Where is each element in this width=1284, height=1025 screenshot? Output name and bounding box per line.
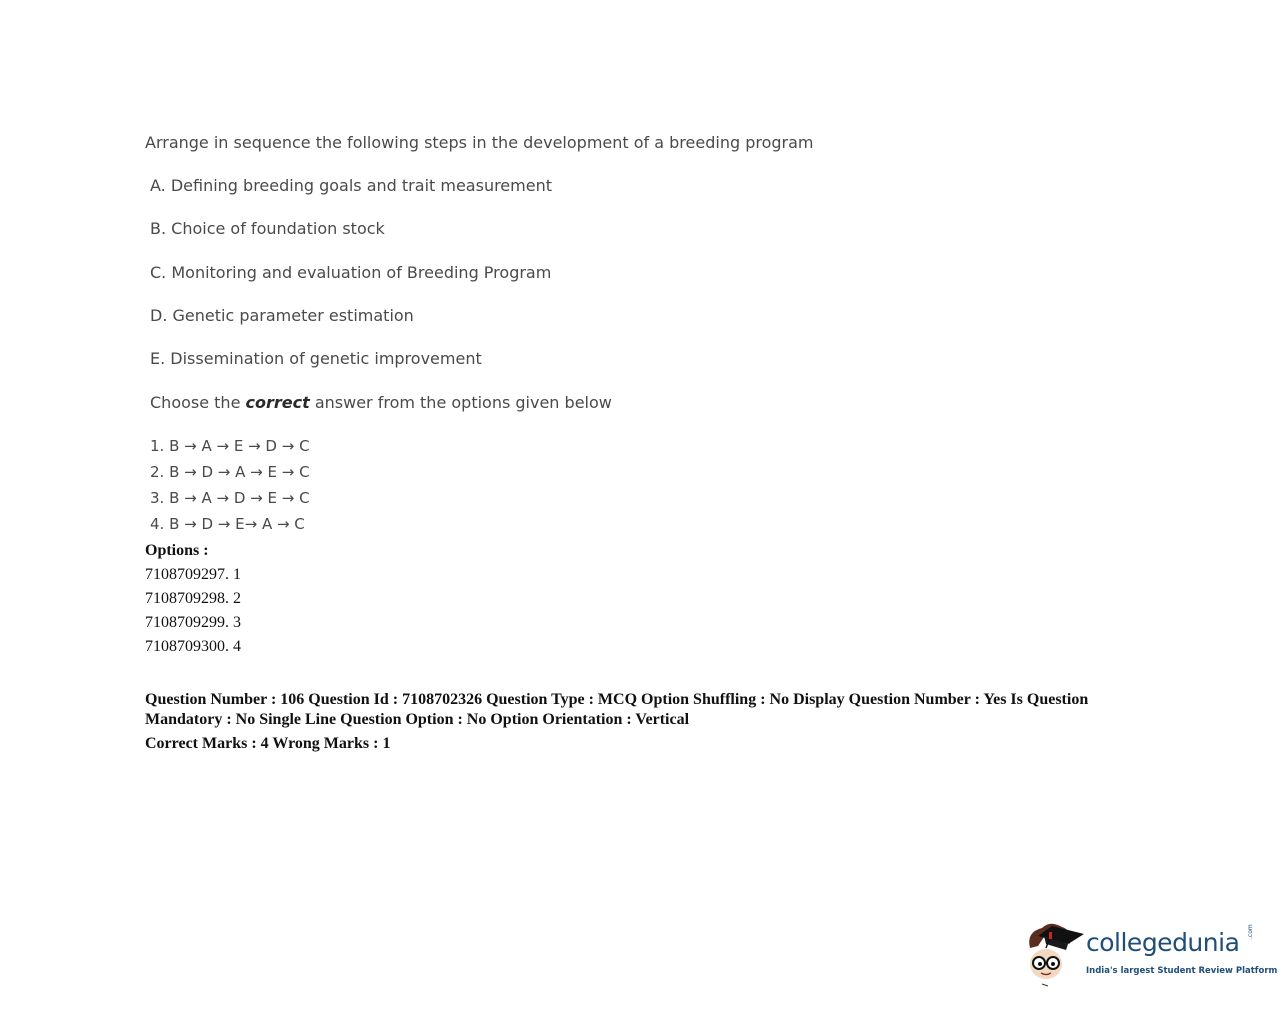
option-item: 7108709297. 1 bbox=[145, 566, 241, 583]
question-metadata bbox=[145, 690, 1135, 754]
step-e: E. Dissemination of genetic improvement bbox=[150, 349, 482, 368]
sequence-option-1: 1. B → A → E → D → C bbox=[150, 437, 310, 455]
brand-com: .com bbox=[1247, 924, 1254, 939]
instruction-before: Choose the bbox=[150, 393, 246, 412]
sequence-option-2: 2. B → D → A → E → C bbox=[150, 463, 310, 481]
step-a: A. Defining breeding goals and trait measurement bbox=[150, 176, 552, 195]
brand-name: collegedunia bbox=[1086, 928, 1240, 957]
sequence-option-4: 4. B → D → E→ A → C bbox=[150, 515, 305, 533]
brand-tagline: India's largest Student Review Platform bbox=[1086, 966, 1278, 976]
options-title: Options : bbox=[145, 542, 209, 559]
instruction-emphasis: correct bbox=[245, 393, 310, 412]
instruction-after: answer from the options given below bbox=[309, 393, 612, 412]
sequence-option-3: 3. B → A → D → E → C bbox=[150, 489, 310, 507]
option-item: 7108709300. 4 bbox=[145, 638, 241, 655]
collegedunia-logo bbox=[1022, 918, 1278, 990]
options-list bbox=[145, 541, 241, 661]
step-c: C. Monitoring and evaluation of Breeding Program bbox=[150, 263, 552, 282]
step-b: B. Choice of foundation stock bbox=[150, 219, 385, 238]
option-item: 7108709299. 3 bbox=[145, 614, 241, 631]
graduate-mascot-icon bbox=[1022, 918, 1088, 990]
instruction bbox=[150, 393, 612, 412]
question-prompt: Arrange in sequence the following steps in the development of a breeding program bbox=[145, 133, 814, 152]
option-item: 7108709298. 2 bbox=[145, 590, 241, 607]
step-d: D. Genetic parameter estimation bbox=[150, 306, 414, 325]
question-details: Question Number : 106 Question Id : 7108702326 Question Type : MCQ Option Shuffling : No Display Question Number : Yes Is Question Mandatory : No Single Line Question Option : No Option Orientation : Vertical bbox=[145, 691, 1089, 728]
marks-info: Correct Marks : 4 Wrong Marks : 1 bbox=[145, 735, 391, 752]
